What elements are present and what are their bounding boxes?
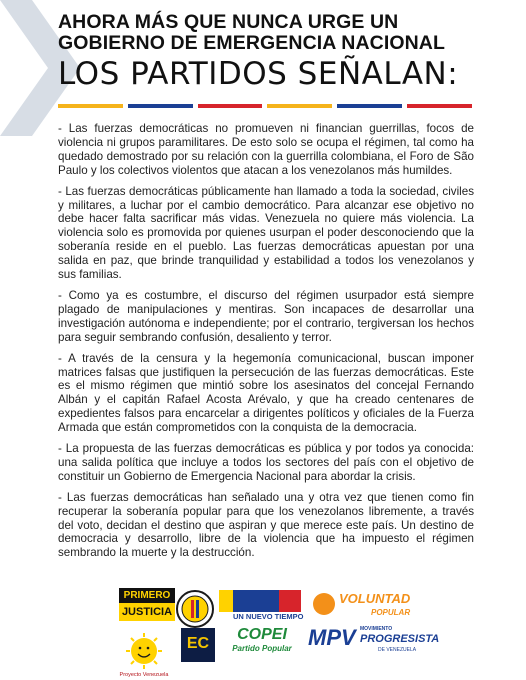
logo-primero-justicia	[119, 588, 175, 624]
logo-mpv-small1: MOVIMIENTO	[360, 626, 393, 632]
voluntad-popular-circle-icon	[313, 593, 335, 615]
stripe-red	[407, 104, 472, 108]
paragraph-4: - A través de la censura y la hegemonía comunicacional, buscan imponer matrices falsas que justifiquen la persecución de las fuerzas democráticas. Este es el mismo régimen que mintió sobre los asesinatos del concejal Fernando Albán y el capitán Rafael Acosta Arévalo, y que ha creado centenares de expedientes falsos para encarcelar a dirigentes políticos y oficiales de la Fuerza Armada que están comprometidos con la conquista de la democracia.	[58, 351, 474, 435]
logo-un-nuevo-tiempo	[219, 590, 304, 624]
logo-ec-text: EC	[186, 635, 210, 652]
headline-line-3: LOS PARTIDOS SEÑALAN:	[58, 56, 459, 92]
headline	[58, 12, 518, 92]
sun-face-icon	[115, 632, 173, 672]
paragraph-1: - Las fuerzas democráticas no promueven ni financian guerrillas, focos de violencia ni grupos paramilitares. De esto solo se ocupa el régimen, tal como ha quedado demostrado por su relación con la guerrilla colombiana, el Foro de São Paulo y los colectivos violentos que atacan a los venezolanos más humildes.	[58, 122, 474, 177]
logo-un-nuevo-tiempo-text: UN NUEVO TIEMPO	[233, 612, 304, 621]
logo-voluntad-popular-line2: POPULAR	[371, 608, 411, 617]
paragraph-2: - Las fuerzas democráticas públicamente han llamado a toda la sociedad, civiles y militares, a luchar por el cambio democrático. Para alcanzar ese objetivo no debe hacer falta sacrificar más vidas. Venezuela no quiere más violencia. La violencia solo es promovida por quienes usurpan el poder desconociendo que la soberanía reside en el pueblo. Las fuerzas democráticas apuestan por una salida en paz, que brinde tranquilidad y estabilidad a todos los venezolanos y sus familias.	[58, 184, 474, 282]
color-stripes	[58, 104, 472, 108]
logo-mpv-big: MPV	[308, 625, 356, 650]
logo-voluntad-popular	[313, 591, 413, 623]
party-logos	[0, 585, 526, 680]
logo-mpv-small2: PROGRESISTA	[360, 633, 440, 645]
seal-logo-icon	[175, 589, 215, 629]
logo-primero-justicia-line1: PRIMERO	[119, 588, 175, 603]
statement-body	[58, 122, 474, 567]
headline-line-2: GOBIERNO DE EMERGENCIA NACIONAL	[58, 32, 445, 54]
logo-mpv	[308, 625, 440, 661]
logo-primero-justicia-line2: JUSTICIA	[119, 603, 175, 621]
logo-proyecto-venezuela	[115, 632, 173, 680]
unt-flag-icon	[219, 590, 301, 612]
logo-copei-line1: COPEI	[237, 626, 287, 643]
logo-copei	[223, 626, 301, 662]
logo-ec	[181, 628, 215, 662]
paragraph-5: - La propuesta de las fuerzas democráticas es pública y por todos ya conocida: una salida política que incluye a todos los sectores del país con el objetivo de constituir un Gobierno de Emergencia Nacional para abordar la crisis.	[58, 442, 474, 483]
logo-copei-line2: Partido Popular	[232, 644, 292, 653]
stripe-red	[198, 104, 263, 108]
stripe-blue	[337, 104, 402, 108]
paragraph-6: - Las fuerzas democráticas han señalado una y otra vez que tienen como fin recuperar la soberanía popular para que los venezolanos libremente, a través del voto, decidan el destino que aspiran y que merece este país. Un destino de democracia y desarrollo, libre de la violencia que ha impuesto el régimen sembrando la muerte y la destrucción.	[58, 490, 474, 560]
logo-voluntad-popular-line1: VOLUNTAD	[339, 591, 411, 606]
headline-line-1: AHORA MÁS QUE NUNCA URGE UN	[58, 11, 399, 33]
logo-mpv-small3: DE VENEZUELA	[378, 647, 417, 653]
stripe-yellow	[267, 104, 332, 108]
paragraph-3: - Como ya es costumbre, el discurso del régimen usurpador está siempre plagado de manipulaciones y mentiras. Son incapaces de desarrollar una investigación autónoma e independiente; por el contrario, tergiversan los hechos para seguir sembrando confusión, desaliento y terror.	[58, 288, 474, 344]
logo-proyecto-venezuela-text: Proyecto Venezuela	[119, 672, 169, 678]
stripe-yellow	[58, 104, 123, 108]
stripe-blue	[128, 104, 193, 108]
